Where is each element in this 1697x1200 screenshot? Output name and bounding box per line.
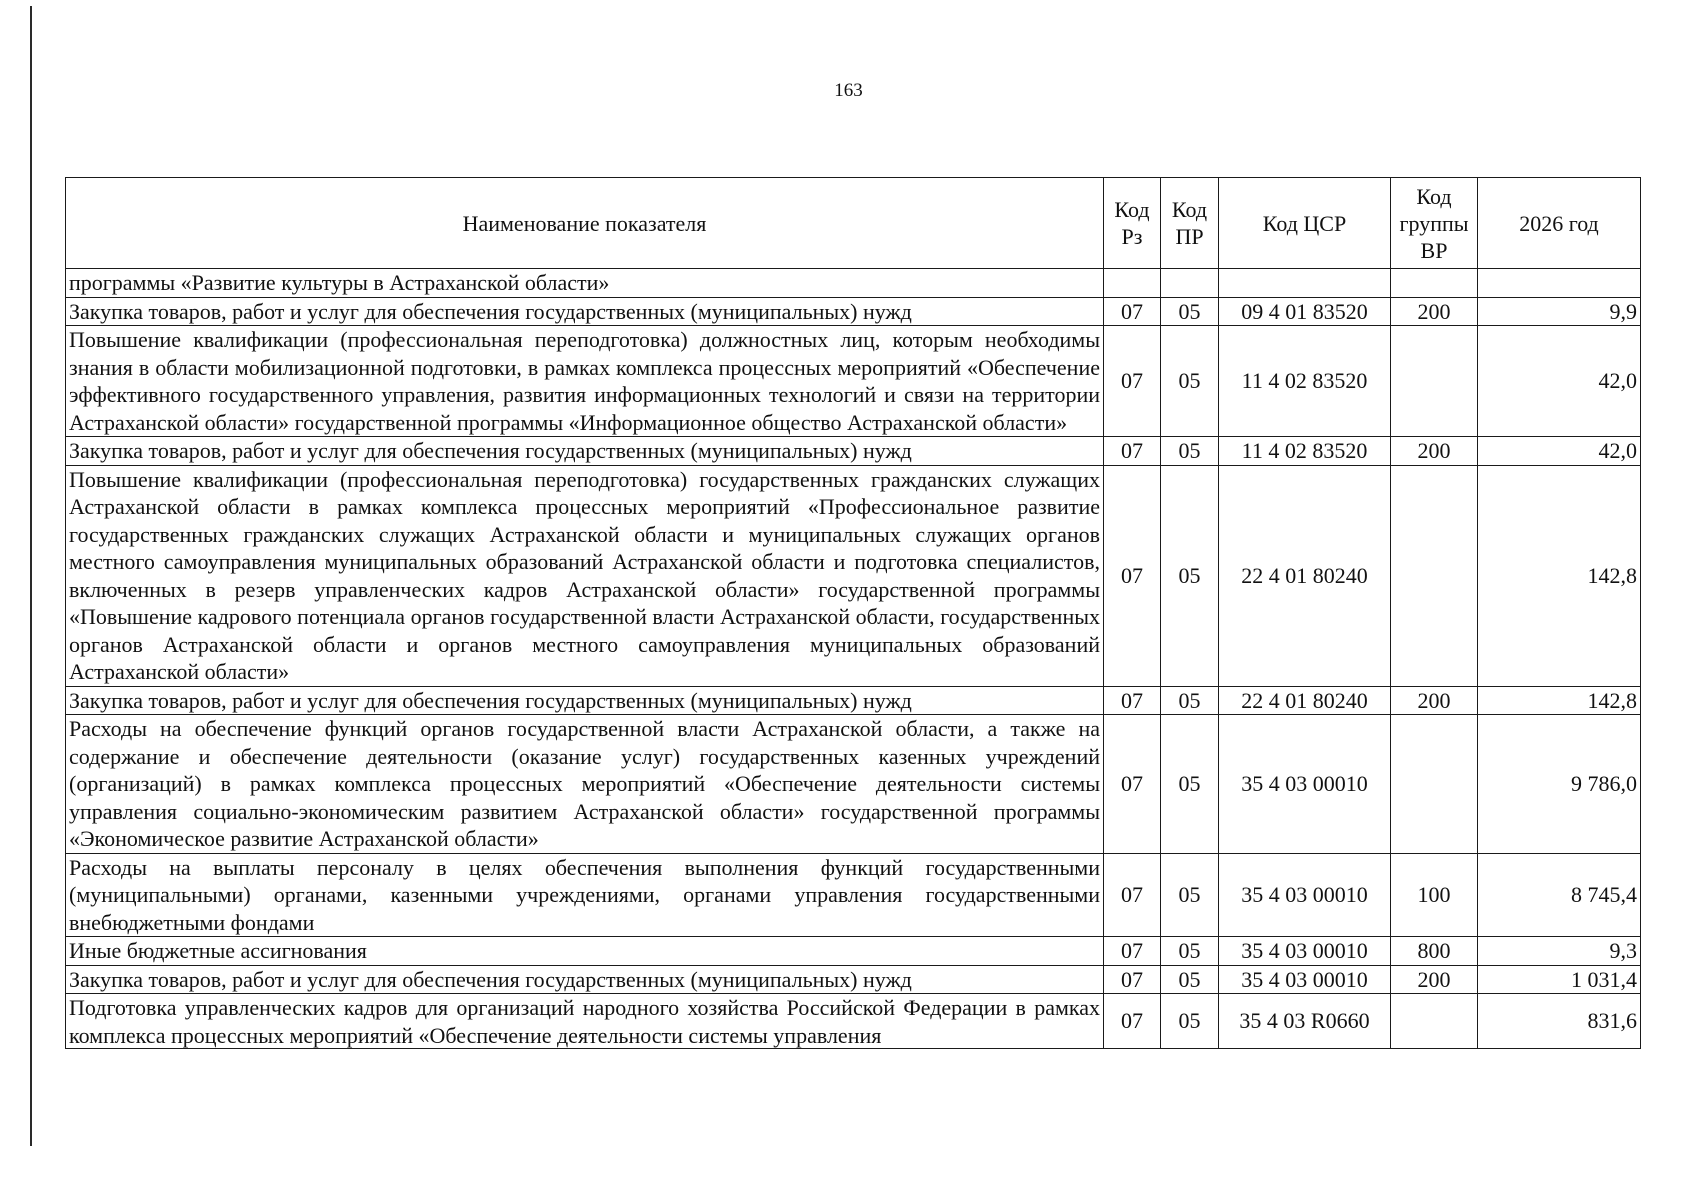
row-vr — [1391, 465, 1478, 686]
header-vr: Код группы ВР — [1391, 178, 1478, 269]
row-rz: 07 — [1104, 994, 1161, 1049]
table-row — [66, 269, 1641, 298]
row-vr: 200 — [1391, 297, 1478, 326]
row-amount: 142,8 — [1478, 465, 1641, 686]
row-name: программы «Развитие культуры в Астраханской области» — [66, 269, 1104, 298]
row-name — [66, 994, 1104, 1049]
row-pr: 05 — [1161, 297, 1219, 326]
header-name: Наименование показателя — [66, 178, 1104, 269]
row-vr: 200 — [1391, 965, 1478, 994]
table-header-row — [66, 178, 1641, 269]
row-csr: 35 4 03 00010 — [1219, 853, 1391, 937]
row-name: Повышение квалификации (профессиональная переподготовка) государственных гражданских служащих Астраханской области в рамках комплекса процессных мероприятий «Профессиональное развитие государственных гражданских служащих Астраханской области и муниципальных служащих органов местного самоуправления муниципальных образований Астраханской области и подготовка специалистов, включенных в резерв управленческих кадров Астраханской области» государственной программы «Повышение кадрового потенциала органов государственной власти Астраханской области, государственных органов Астраханской области и органов местного самоуправления муниципальных образований Астраханской области» — [66, 465, 1104, 686]
row-vr — [1391, 269, 1478, 298]
table-row — [66, 715, 1641, 854]
row-name: Закупка товаров, работ и услуг для обеспечения государственных (муниципальных) нужд — [66, 686, 1104, 715]
row-rz: 07 — [1104, 937, 1161, 966]
row-amount: 1 031,4 — [1478, 965, 1641, 994]
row-amount: 9,3 — [1478, 937, 1641, 966]
row-amount: 9,9 — [1478, 297, 1641, 326]
header-pr: Код ПР — [1161, 178, 1219, 269]
row-pr: 05 — [1161, 686, 1219, 715]
header-year: 2026 год — [1478, 178, 1641, 269]
row-pr: 05 — [1161, 853, 1219, 937]
row-name: Закупка товаров, работ и услуг для обеспечения государственных (муниципальных) нужд — [66, 965, 1104, 994]
table-row — [66, 994, 1641, 1049]
row-pr: 05 — [1161, 994, 1219, 1049]
row-rz: 07 — [1104, 715, 1161, 854]
row-amount — [1478, 269, 1641, 298]
header-csr: Код ЦСР — [1219, 178, 1391, 269]
row-name: Повышение квалификации (профессиональная переподготовка) должностных лиц, которым необходимы знания в области мобилизационной подготовки, в рамках комплекса процессных мероприятий «Обеспечение эффективного государственного управления, развития информационных технологий и связи на территории Астраханской области» государственной программы «Информационное общество Астраханской области» — [66, 326, 1104, 437]
row-amount: 831,6 — [1478, 994, 1641, 1049]
row-pr: 05 — [1161, 715, 1219, 854]
row-csr: 35 4 03 00010 — [1219, 715, 1391, 854]
row-rz: 07 — [1104, 297, 1161, 326]
row-rz: 07 — [1104, 326, 1161, 437]
table-row — [66, 686, 1641, 715]
row-amount: 42,0 — [1478, 326, 1641, 437]
row-rz: 07 — [1104, 686, 1161, 715]
budget-table — [65, 177, 1641, 1049]
row-amount: 8 745,4 — [1478, 853, 1641, 937]
row-csr: 11 4 02 83520 — [1219, 326, 1391, 437]
row-rz: 07 — [1104, 437, 1161, 466]
row-csr: 22 4 01 80240 — [1219, 465, 1391, 686]
row-csr: 11 4 02 83520 — [1219, 437, 1391, 466]
row-rz: 07 — [1104, 853, 1161, 937]
row-vr: 100 — [1391, 853, 1478, 937]
table-row — [66, 326, 1641, 437]
row-pr — [1161, 269, 1219, 298]
row-amount: 142,8 — [1478, 686, 1641, 715]
page-number: 163 — [834, 80, 863, 101]
row-name: Закупка товаров, работ и услуг для обеспечения государственных (муниципальных) нужд — [66, 297, 1104, 326]
page-binding-rule — [30, 6, 32, 1146]
table-row — [66, 437, 1641, 466]
row-amount: 9 786,0 — [1478, 715, 1641, 854]
table-row — [66, 297, 1641, 326]
row-name-text: Подготовка управленческих кадров для организаций народного хозяйства Российской Федерации в рамках комплекса процессных мероприятий «Обеспечение деятельности системы управления — [69, 995, 1100, 1048]
row-amount: 42,0 — [1478, 437, 1641, 466]
row-csr: 35 4 03 00010 — [1219, 965, 1391, 994]
row-name: Расходы на выплаты персоналу в целях обеспечения выполнения функций государственными (муниципальными) органами, казенными учреждениями, органами управления государственными внебюджетными фондами — [66, 853, 1104, 937]
table-row — [66, 465, 1641, 686]
row-vr — [1391, 326, 1478, 437]
row-vr — [1391, 715, 1478, 854]
row-csr: 35 4 03 00010 — [1219, 937, 1391, 966]
row-rz — [1104, 269, 1161, 298]
row-csr — [1219, 269, 1391, 298]
row-name: Закупка товаров, работ и услуг для обеспечения государственных (муниципальных) нужд — [66, 437, 1104, 466]
row-csr: 09 4 01 83520 — [1219, 297, 1391, 326]
row-vr: 800 — [1391, 937, 1478, 966]
row-csr: 35 4 03 R0660 — [1219, 994, 1391, 1049]
row-pr: 05 — [1161, 937, 1219, 966]
row-vr: 200 — [1391, 686, 1478, 715]
row-pr: 05 — [1161, 326, 1219, 437]
row-name: Иные бюджетные ассигнования — [66, 937, 1104, 966]
row-rz: 07 — [1104, 465, 1161, 686]
table-row — [66, 937, 1641, 966]
row-pr: 05 — [1161, 965, 1219, 994]
row-vr: 200 — [1391, 437, 1478, 466]
row-csr: 22 4 01 80240 — [1219, 686, 1391, 715]
table-row — [66, 853, 1641, 937]
header-rz: Код Рз — [1104, 178, 1161, 269]
row-vr — [1391, 994, 1478, 1049]
row-pr: 05 — [1161, 465, 1219, 686]
row-pr: 05 — [1161, 437, 1219, 466]
row-rz: 07 — [1104, 965, 1161, 994]
row-name: Расходы на обеспечение функций органов государственной власти Астраханской области, а также на содержание и обеспечение деятельности (оказание услуг) государственных казенных учреждений (организаций) в рамках комплекса процессных мероприятий «Обеспечение деятельности системы управления социально-экономическим развитием Астраханской области» государственной программы «Экономическое развитие Астраханской области» — [66, 715, 1104, 854]
table-row — [66, 965, 1641, 994]
